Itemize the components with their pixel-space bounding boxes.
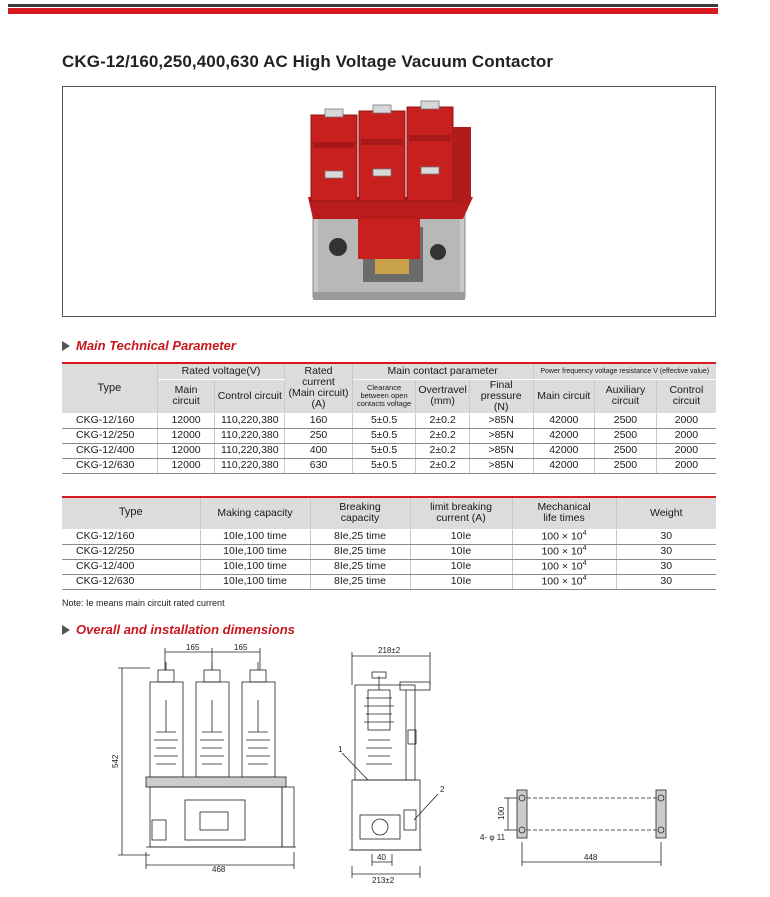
contactor-photo: [63, 87, 717, 318]
side-label-2: 2: [440, 785, 445, 794]
dimension-drawings: [0, 640, 770, 897]
side-label-1: 1: [338, 745, 343, 754]
col-limit-breaking: limit breaking current (A): [410, 497, 512, 529]
mount-dim-height: 100: [497, 806, 506, 820]
col-making-capacity: Making capacity: [200, 497, 310, 529]
col-power-frequency: Power frequency voltage resistance V (effective value): [533, 363, 716, 379]
table-row: CKG-12/160 12000 110,220,380 160 5±0.5 2±0.2 >85N 42000 2500 2000: [62, 413, 716, 428]
table-row: CKG-12/160 10Ie,100 time 8Ie,25 time 10Ie $100 \times 10^4$ 30: [62, 529, 716, 544]
front-dim-top-2: 165: [234, 643, 248, 652]
side-dim-top: 218±2: [378, 646, 401, 655]
front-dim-width: 468: [212, 865, 226, 874]
section-heading-text: Overall and installation dimensions: [76, 622, 295, 637]
front-dim-height: 542: [111, 754, 120, 768]
triangle-bullet-icon: [62, 341, 70, 351]
col-pf-control: Control circuit: [656, 379, 716, 413]
header-decoration-bar: [0, 4, 770, 14]
front-dim-top-1: 165: [186, 643, 200, 652]
table-row: CKG-12/630 10Ie,100 time 8Ie,25 time 10Ie $100 \times 10^4$ 30: [62, 574, 716, 589]
page-title: CKG-12/160,250,400,630 AC High Voltage Vacuum Contactor: [62, 52, 554, 71]
product-photo-frame: [62, 86, 716, 317]
col-mechanical-life: Mechanical life times: [512, 497, 616, 529]
header-dark-stripe: [8, 4, 718, 7]
table-row: CKG-12/400 12000 110,220,380 400 5±0.5 2±0.2 >85N 42000 2500 2000: [62, 443, 716, 458]
col-pf-aux: Auxiliary circuit: [595, 379, 657, 413]
mounting-view-drawing: [480, 790, 666, 866]
col-weight: Weight: [616, 497, 716, 529]
section-heading-dimensions: [62, 622, 295, 637]
technical-parameter-table: [62, 362, 716, 474]
side-view-drawing: [338, 646, 445, 885]
col-final-pressure: Final pressure (N): [469, 379, 533, 413]
side-dim-bottom-1: 40: [377, 853, 386, 862]
col-pf-main: Main circuit: [533, 379, 595, 413]
col-breaking-capacity: Breaking capacity: [310, 497, 410, 529]
capacity-table: [62, 496, 716, 590]
table-row: CKG-12/400 10Ie,100 time 8Ie,25 time 10Ie $100 \times 10^4$ 30: [62, 559, 716, 574]
table-note: Note: Ie means main circuit rated current: [62, 598, 225, 608]
table-row: CKG-12/630 12000 110,220,380 630 5±0.5 2±0.2 >85N 42000 2500 2000: [62, 458, 716, 473]
table-row: CKG-12/250 12000 110,220,380 250 5±0.5 2±0.2 >85N 42000 2500 2000: [62, 428, 716, 443]
col-main-contact: Main contact parameter: [352, 363, 533, 379]
col-rated-voltage: Rated voltage(V): [157, 363, 285, 379]
col-main-circuit: Main circuit: [157, 379, 215, 413]
col-type: Type: [62, 363, 157, 413]
col-clearance: Clearance between open contacts voltage: [352, 379, 416, 413]
col-type: Type: [62, 497, 200, 529]
front-view-drawing: [111, 643, 296, 874]
section-heading-text: Main Technical Parameter: [76, 338, 236, 353]
triangle-bullet-icon: [62, 625, 70, 635]
section-heading-technical: [62, 338, 236, 353]
side-dim-bottom-2: 213±2: [372, 876, 395, 885]
col-overtravel: Overtravel (mm): [416, 379, 469, 413]
col-rated-current: Rated current (Main circuit) (A): [285, 363, 353, 413]
mount-dim-hole: 4- φ 11: [480, 833, 506, 842]
table-row: CKG-12/250 10Ie,100 time 8Ie,25 time 10Ie $100 \times 10^4$ 30: [62, 544, 716, 559]
col-control-circuit: Control circuit: [215, 379, 285, 413]
header-red-stripe: [8, 8, 718, 14]
mount-dim-width: 448: [584, 853, 598, 862]
